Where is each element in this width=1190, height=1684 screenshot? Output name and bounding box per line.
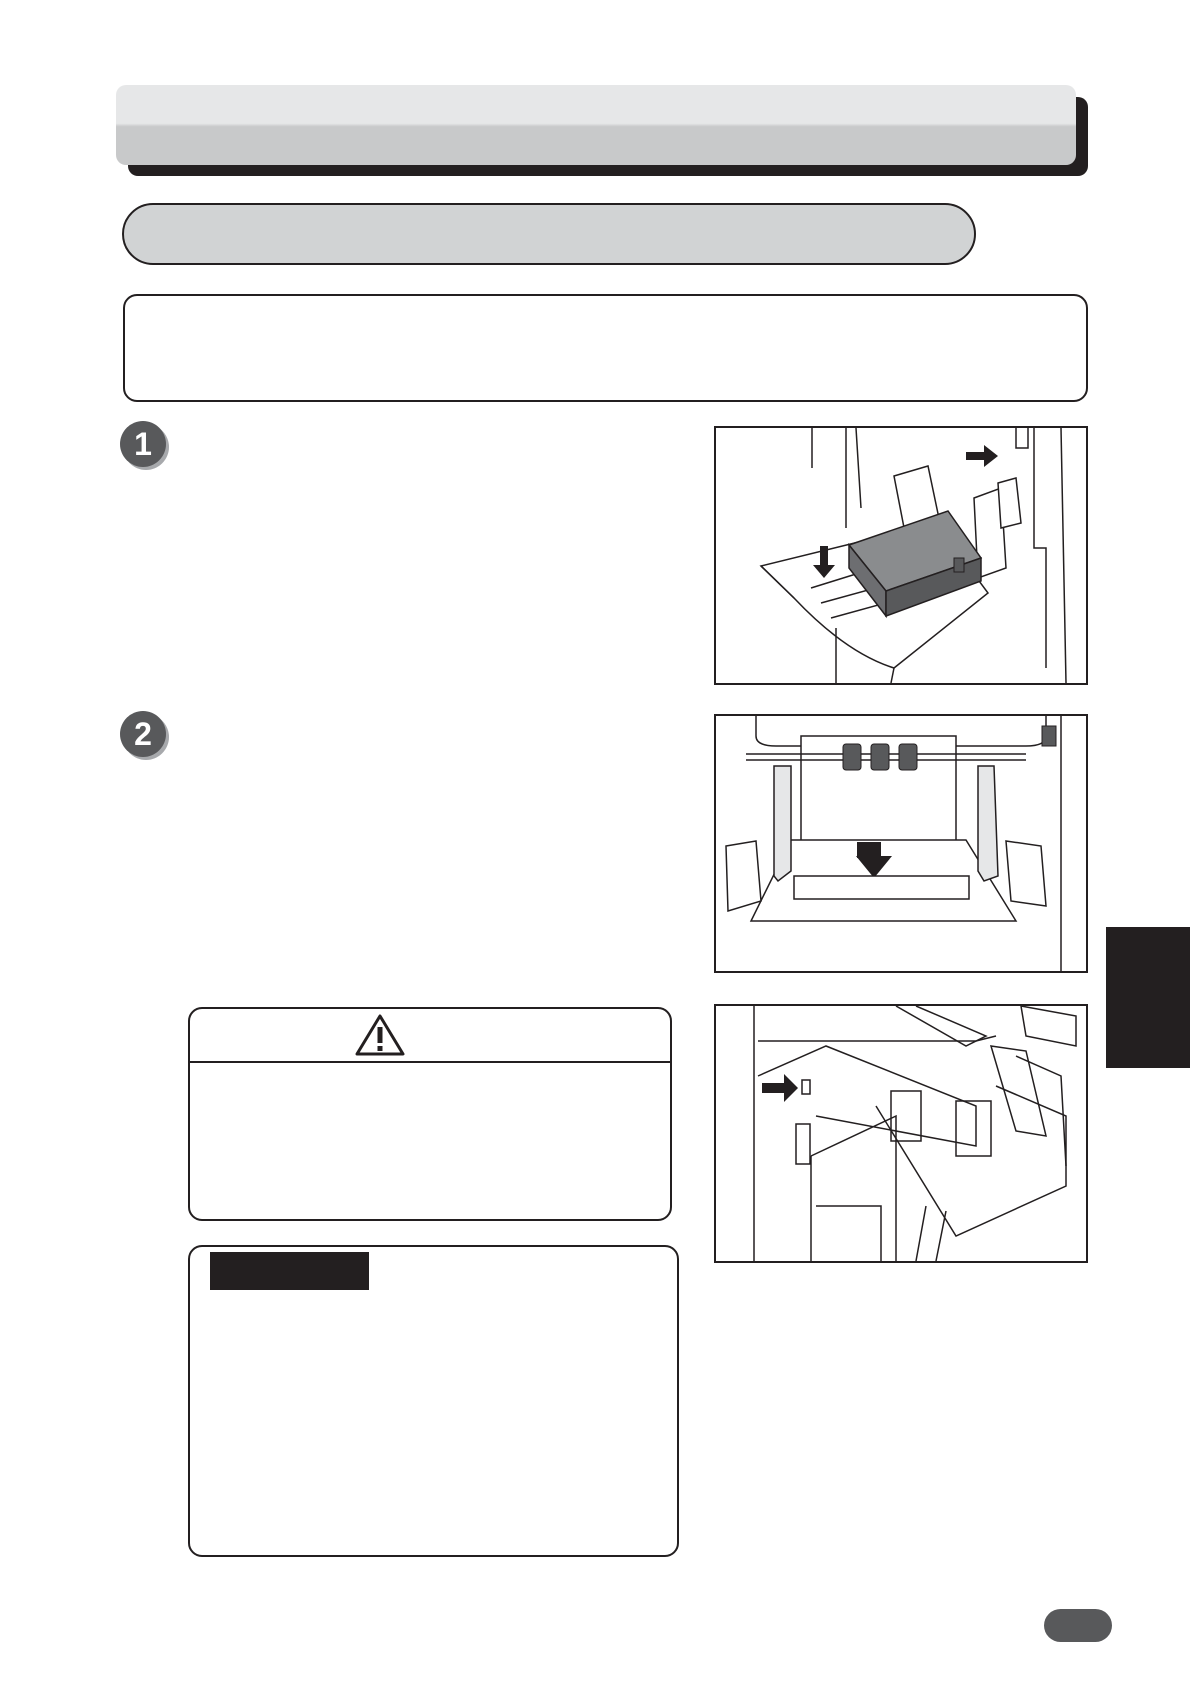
title-banner (116, 85, 1076, 165)
caution-header (190, 1009, 670, 1063)
page-number-badge (1044, 1609, 1112, 1642)
paper-ejection-illustration-icon (716, 1006, 1086, 1261)
caution-box (188, 1007, 672, 1221)
step-2-badge (120, 711, 166, 757)
section-heading (122, 203, 976, 265)
figure-paper-guide (714, 714, 1088, 973)
paper-guide-illustration-icon (716, 716, 1086, 971)
figure-paper-ejection (714, 1004, 1088, 1263)
step-2-number: 2 (134, 715, 152, 752)
paper-tray-illustration-icon (716, 428, 1086, 683)
step-1-number: 1 (134, 425, 152, 462)
important-label (210, 1252, 369, 1290)
important-box (188, 1245, 679, 1557)
figure-paper-tray (714, 426, 1088, 685)
intro-box (123, 294, 1088, 402)
step-1-badge (120, 421, 166, 467)
chapter-side-tab (1106, 927, 1190, 1068)
warning-triangle-icon (353, 1012, 407, 1058)
